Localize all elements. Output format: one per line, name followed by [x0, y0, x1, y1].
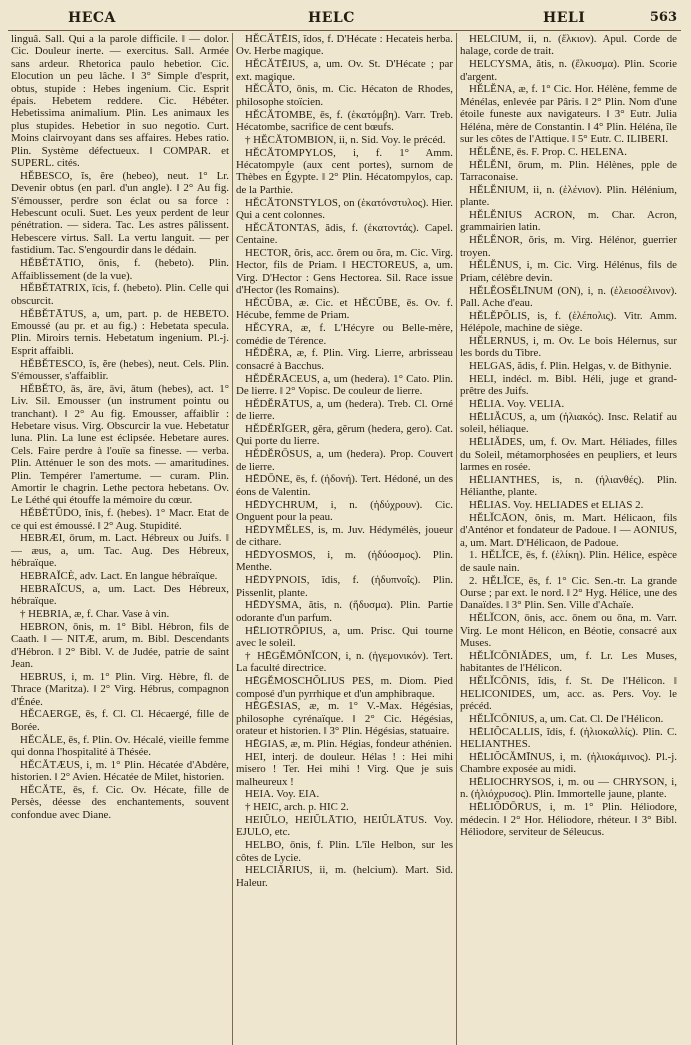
dictionary-entry: HĒLIŎDŌRUS, i, m. 1° Plin. Héliodore, médecin. ‖ 2° Hor. Héliodore, rhéteur. ‖ 3° Bibl. Héliodore, serviteur de Séleucus. [460, 801, 677, 838]
dictionary-entry: HĔDĔRĀCEUS, a, um (hedera). 1° Cato. Plin. De lierre. ‖ 2° Vopisc. De couleur de lierre. [236, 372, 453, 398]
dictionary-entry: HEIŬLO, HEIŬLĀTIO, HEIŬLĀTUS. Voy. EJULO, etc. [236, 813, 453, 839]
dictionary-entry: HĔCŬBA, æ. Cic. et HĔCŬBE, ēs. Ov. f. Hécube, femme de Priam. [236, 297, 453, 322]
dictionary-entry: 1. HĔLĬCE, ēs, f. (ἑλίκη). Plin. Hélice, espèce de saule nain. [460, 549, 677, 574]
dictionary-entry: † HEBRIA, æ, f. Char. Vase à vin. [20, 607, 170, 620]
column-left [8, 33, 232, 1045]
dictionary-entry: HĔLĬCŌNIS, ĭdis, f. St. De l'Hélicon. ‖ HELICONIDES, um, acc. as. Pers. Voy. le précéd. [460, 675, 677, 712]
dictionary-entry: HĒLIOTRŌPIUS, a, um. Prisc. Qui tourne avec le soleil. [236, 624, 453, 650]
dictionary-entry: HĒLIANTHES, is, n. (ἡλιανθές). Plin. Hélianthe, plante. [460, 473, 677, 499]
dictionary-entry: HEBRAĬCÈ, adv. Lact. En langue hébraïque. [20, 569, 218, 582]
dictionary-entry: 2. HĔLĬCE, ēs, f. 1° Cic. Sen.-tr. La grande Ourse ; par ext. le nord. ‖ 2° Hyg. Hélice, une des Danaïdes. ‖ 3° Plin. Sen. Ville d'Achaïe. [460, 574, 677, 612]
dictionary-entry: HĔLĬCŌNIUS, a, um. Cat. Cl. De l'Hélicon. [469, 712, 664, 725]
dictionary-entry: HĔLĔNIUS ACRON, m. Char. Acron, grammairien latin. [460, 209, 677, 234]
dictionary-entry: HĒLIŎCALLIS, ĭdis, f. (ἡλιοκαλλίς). Plin. C. HELIANTHES. [460, 725, 677, 750]
dictionary-entry: HĔCĂTO, ōnis, m. Cic. Hécaton de Rhodes, philosophe stoïcien. [236, 83, 453, 108]
dictionary-entry: HĔDĔRĀTUS, a, um (hedera). Treb. Cl. Orné de lierre. [236, 397, 453, 423]
dictionary-entry: HĔLĔNIUM, ii, n. (ἑλένιον). Plin. Hélénium, plante. [460, 183, 677, 209]
dictionary-entry: HĒLIŎCĂMĪNUS, i, m. (ἡλιοκάμινος). Pl.-j. Chambre exposée au midi. [460, 750, 677, 776]
dictionary-entry: HĒGĔMOSCHŎLIUS PES, m. Diom. Pied composé d'un pyrrhique et d'un amphibraque. [236, 675, 453, 700]
dictionary-entry: HĒDYOSMOS, i, m. (ἡδύοσμος). Plin. Menthe. [236, 549, 453, 574]
columns [8, 33, 681, 1045]
dictionary-entry: HĔLĔNE, ēs. F. Prop. C. HELENA. [469, 145, 627, 158]
dictionary-entry: HĔLĔPŎLIS, is, f. (ἑλέπολις). Vitr. Amm. Hélépole, machine de siège. [460, 309, 677, 335]
dictionary-entry: HELCIUM, ii, n. (ἕλκιον). Apul. Corde de halage, corde de trait. [460, 33, 677, 58]
dictionary-entry: HĔCĂTOMPYLOS, i, f. 1° Amm. Hécatompyle (aux cent portes), surnom de Thèbes en Égypte. ‖ 2° Plin. Hécatompylos, cap. de la Parthie. [236, 146, 453, 196]
dictionary-entry: HĔCĂTOMBE, ēs, f. (ἑκατόμβη). Varr. Treb. Hécatombe, sacrifice de cent bœufs. [236, 108, 453, 134]
dictionary-entry: HĔLĔNI, ōrum, m. Plin. Hélènes, pple de Tarraconaise. [460, 158, 677, 184]
dictionary-entry: HĔBĔTESCO, ĭs, ĕre (hebes), neut. Cels. Plin. S'émousser, s'affaiblir. [11, 357, 229, 382]
dictionary-entry: HELBO, ōnis, f. Plin. L'île Helbon, sur les côtes de Lycie. [236, 839, 453, 864]
dictionary-entry: HEBRON, ōnis, m. 1° Bibl. Hébron, fils de Caath. ‖ — NITÆ, arum, m. Bibl. Descendants d'Hébron. ‖ 2° Bibl. V. de Judée, patrie de saint Jean. [11, 620, 229, 670]
dictionary-entry: HĔCĂLE, ēs, f. Plin. Ov. Hécalé, vieille femme qui donna l'hospitalité à Thésée. [11, 733, 229, 759]
page-number: 563 [649, 10, 677, 25]
dictionary-entry: HĔLĔNOR, ŏris, m. Virg. Hélénor, guerrier troyen. [460, 234, 677, 259]
dictionary-entry: HĔLĔNA, æ, f. 1° Cic. Hor. Hélène, femme de Ménélas, enlevée par Pâris. ‖ 2° Plin. Nom d'une étoile funeste aux navigateurs. ‖ 3° Eutr. Julia Héléna, mère de Constantin. ‖ 4° Plin. Héléna, île sur les côtes de l'Attique. ‖ 5° Eutr. C. ILIBERI. [460, 83, 677, 146]
dictionary-entry: HELCIĀRIUS, ii, m. (helcium). Mart. Sid. Haleur. [236, 864, 453, 889]
dictionary-entry: HĔCAERGE, ēs, f. Cl. Cl. Hécaergé, fille de Borée. [11, 708, 229, 733]
column-right [456, 33, 680, 1045]
dictionary-entry: HĔCĂTĒIUS, a, um. Ov. St. D'Hécate ; par ext. magique. [236, 58, 453, 83]
dictionary-entry: HĔCĂTONTAS, ădis, f. (ἑκατοντάς). Capel. Centaine. [236, 221, 453, 247]
dictionary-entry: HĒDYCHRUM, i, n. (ἡδύχρουν). Cic. Onguent pour la peau. [236, 498, 453, 524]
dictionary-entry: HĔLĔNUS, i, m. Cic. Virg. Hélénus, fils de Priam, célèbre devin. [460, 259, 677, 284]
dictionary-entry: † HEIC, arch. p. HIC 2. [245, 801, 349, 814]
dictionary-entry: HĔCĂTE, ēs, f. Cic. Ov. Hécate, fille de Persès, déesse des enchantements, souvent confondue avec Diane. [11, 784, 229, 821]
dictionary-entry: HĔLĔOSĔLĪNUM (ON), i, n. (ἑλειοσέλινον). Pall. Ache d'eau. [460, 284, 677, 310]
dictionary-entry: HĔLERNUS, i, m. Ov. Le bois Hélernus, sur les bords du Tibre. [460, 335, 677, 360]
dictionary-entry: HĒDYSMA, ătis, n. (ἥδυσμα). Plin. Partie odorante d'un parfum. [236, 599, 453, 624]
dictionary-entry: HĒLIOCHRYSOS, i, m. ou — CHRYSON, i, n. (ἡλιόχρυσος). Plin. Immortelle jaune, plante. [460, 775, 677, 801]
dictionary-entry: HEI, interj. de douleur. Hélas ! : Hei mihi misero ! Ter. Hei mihi ! Virg. Que je suis malheureux ! [236, 750, 453, 788]
dictionary-entry: HĒLIĂCUS, a, um (ἡλιακός). Insc. Relatif au soleil, héliaque. [460, 411, 677, 436]
dictionary-entry: HĒGIAS, æ, m. Plin. Hégias, fondeur athénien. [245, 737, 452, 750]
dictionary-entry: HĔBĔTATRIX, īcis, f. (hebeto). Plin. Celle qui obscurcit. [11, 282, 229, 307]
dictionary-entry: HĔCĂTONSTYLOS, on (ἑκατόνστυλος). Hier. Qui a cent colonnes. [236, 196, 453, 222]
dictionary-entry: HĔDĔRA, æ, f. Plin. Virg. Lierre, arbrisseau consacré à Bacchus. [236, 347, 453, 372]
dictionary-entry: HEIA. Voy. EIA. [245, 788, 320, 801]
dictionary-entry: HEBRAĬCUS, a, um. Lact. Des Hébreux, hébraïque. [11, 582, 229, 608]
dictionary-entry: † HĔCĂTOMBION, ii, n. Sid. Voy. le précéd. [245, 133, 446, 146]
dictionary-entry: HĔLĬCON, ōnis, acc. ōnem ou ōna, m. Varr. Virg. Le mont Hélicon, en Béotie, consacré aux Muses. [460, 612, 677, 650]
dictionary-entry: HĒLIĂDES, um, f. Ov. Mart. Héliades, filles du Soleil, métamorphosées en peupliers, et leurs larmes en rosée. [460, 436, 677, 474]
running-head-left: HECA [68, 10, 116, 26]
dictionary-entry: HĔBĔTŪDO, ĭnis, f. (hebes). 1° Macr. Etat de ce qui est émoussé. ‖ 2° Aug. Stupidité. [11, 507, 229, 532]
dictionary-entry: HĔBĔTĀTIO, ōnis, f. (hebeto). Plin. Affaiblissement (de la vue). [11, 257, 229, 282]
running-head-center: HELC [308, 10, 355, 26]
dictionary-entry: HĔCĂTĒIS, ĭdos, f. D'Hécate : Hecateis herba. Ov. Herbe magique. [236, 33, 453, 58]
dictionary-entry: HĔBESCO, ĭs, ĕre (hebeo), neut. 1° Lr. Devenir obtus (en parl. d'un angle). ‖ 2° Au fig. S'émousser, perdre son éclat ou sa force : Hebescunt oculi. Suet. Les yeux perdent de leur pénétration. — sidera. Tac. Les astres pâlissent. Hebescere virtus. Sall. La vertu languit. — per fastidium. Tac. S'engourdir dans le dédain. [11, 169, 229, 257]
dictionary-entry: HELCYSMA, ătis, n. (ἕλκυσμα). Plin. Scorie d'argent. [460, 58, 677, 83]
dictionary-entry: HELGAS, ădis, f. Plin. Helgas, v. de Bithynie. [469, 360, 672, 373]
dictionary-entry: HĔDĔRŌSUS, a, um (hedera). Prop. Couvert de lierre. [236, 448, 453, 473]
dictionary-entry: HĔCĂTÆUS, i, m. 1° Plin. Hécatée d'Abdère, historien. ‖ 2° Avien. Hécatée de Milet, historien. [11, 758, 229, 784]
dictionary-entry: HEBRÆI, ōrum, m. Lact. Hébreux ou Juifs. ‖ — æus, a, um. Tac. Aug. Des Hébreux, hébraïque. [11, 532, 229, 570]
dictionary-entry: HĔBĔTĀTUS, a, um, part. p. de HEBETO. Emoussé (au pr. et au fig.) : Hebetata specula. Plin. Miroirs ternis. Hebetatum ingenium. Pl.-j. Esprit affaibli. [11, 307, 229, 357]
dictionary-entry: HĔLĬCĀON, ŏnis, m. Mart. Hélicaon, fils d'Anténor et fondateur de Padoue. ‖ — AONIUS, a, um. Mart. D'Hélicaon, de Padoue. [460, 511, 677, 549]
dictionary-entry: HĒGĒSIAS, æ, m. 1° V.-Max. Hégésias, philosophe cyrénaïque. ‖ 2° Cic. Hégésias, orateur et historien. ‖ 3° Plin. Hégésias, statuaire. [236, 700, 453, 738]
dictionary-entry: HĔLĬCŌNIĂDES, um, f. Lr. Les Muses, habitantes de l'Hélicon. [460, 649, 677, 675]
dictionary-entry: HĔDĔRĬGER, gĕra, gĕrum (hedera, gero). Cat. Qui porte du lierre. [236, 423, 453, 448]
dictionary-entry: HELI, indécl. m. Bibl. Héli, juge et grand-prêtre des Juifs. [460, 373, 677, 398]
dictionary-entry: HĒLIA. Voy. VELIA. [469, 398, 565, 411]
dictionary-entry: HĒDYMĔLES, is, m. Juv. Hédymélès, joueur de cithare. [236, 523, 453, 549]
dictionary-entry: HEBRUS, i, m. 1° Plin. Virg. Hèbre, fl. de Thrace (Maritza). ‖ 2° Virg. Hébrus, compagnon d'Énée. [11, 670, 229, 708]
dictionary-entry: HĒDŌNE, ēs, f. (ἡδονή). Tert. Hédoné, un des éons de Valentin. [236, 473, 453, 498]
running-head-right: HELI [543, 10, 586, 26]
dictionary-entry: HĒLIAS. Voy. HELIADES et ELIAS 2. [469, 499, 644, 512]
page-header [8, 8, 681, 31]
dictionary-entry: † HĒGĔMŎNĬCON, i, n. (ἡγεμονικόν). Tert. La faculté directrice. [236, 649, 453, 675]
dictionary-entry: HECTOR, ŏris, acc. ŏrem ou ŏra, m. Cic. Virg. Hector, fils de Priam. ‖ HECTOREUS, a, um. Virg. D'Hector : Gens Hectorea. Sil. Race issue d'Hector (les Romains). [236, 247, 453, 297]
dictionary-entry: HĔBĔTO, ās, āre, āvi, ātum (hebes), act. 1° Liv. Sil. Emousser (un instrument pointu ou tranchant). ‖ 2° Au fig. Emousser, affaiblir : Hebetare visus. Virg. Obscurcir la vue. Hebetatur luna. Plin. La lune est éclipsée. Hebetare aures. Cels. Faire perdre à l'ouïe sa finesse. — verba. Plin. Atténuer le son des mots. — amaritudines. Plin. Tempérer l'amertume. — curam. Plin. Amortir le chagrin. Lethe pectora hebetans. Ov. Le Léthé qui étouffe la mémoire du cœur. [11, 382, 229, 507]
dictionary-entry: HĒDYPNOIS, ĭdis, f. (ἡδυπνοΐς). Plin. Pissenlit, plante. [236, 574, 453, 599]
dictionary-entry: HĔCYRA, æ, f. L'Hécyre ou Belle-mère, comédie de Térence. [236, 322, 453, 347]
column-middle [232, 33, 456, 1045]
dictionary-entry: linguâ. Sall. Qui a la parole difficile. ‖ — dolor. Cic. Douleur inerte. — exercitus. Sall. Armée sans ardeur. Rhetorica paulo hebetior. Cic. Elocution un peu lâche. ‖ 3° Simple d'esprit, obtus, stupide : Hebes ingenium. Cic. Esprit épais. Hebetem reddere. Cic. Hébéter. Hebetissima animalium. Plin. Les animaux les plus stupides. Hebetior in suo negotio. Curt. Moins clairvoyant dans ses affaires. Hebes ratio. Plin. Système défectueux. ‖ COMPAR. et SUPERL. cités. [11, 33, 229, 170]
